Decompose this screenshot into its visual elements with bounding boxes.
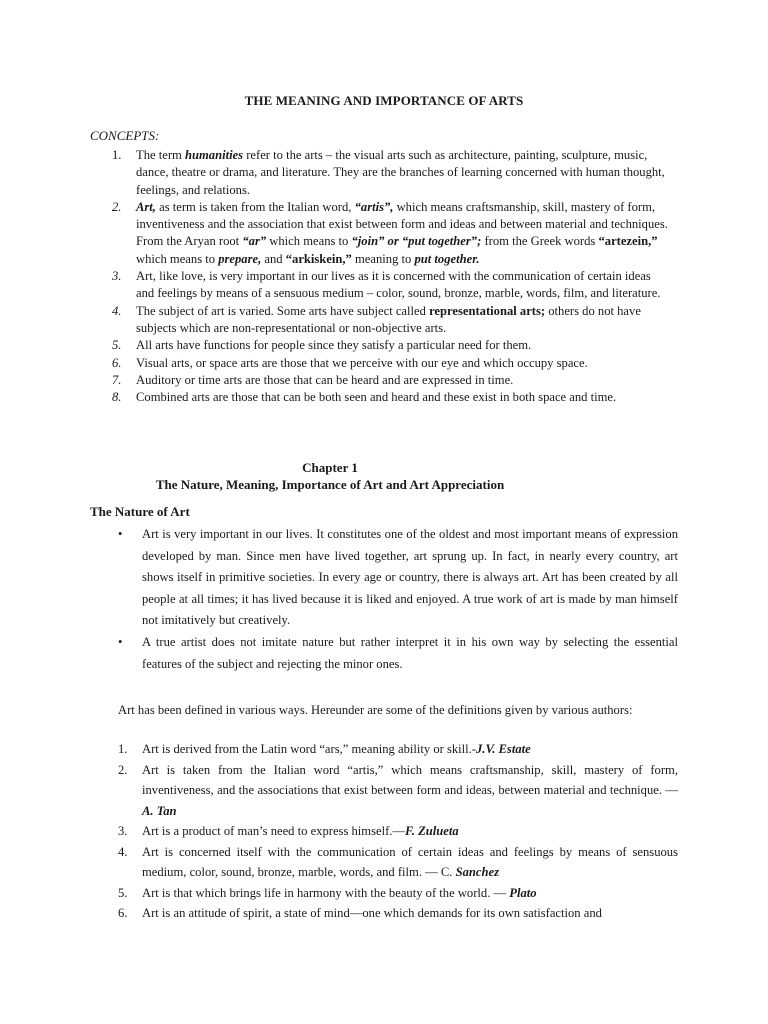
chapter-label: Chapter 1: [302, 460, 358, 475]
concept-item: [112, 147, 672, 199]
concept-text: which means to: [266, 234, 352, 249]
definition-text: Art is that which brings life in harmony with the beauty of the world. —: [142, 885, 510, 900]
bullet-item: [118, 524, 678, 632]
concept-number: 6.: [112, 355, 122, 370]
concept-term: “join” or “put together”;: [351, 234, 482, 249]
definitions-intro: Art has been defined in various ways. Hereunder are some of the definitions given by various authors:: [118, 703, 633, 717]
concept-text: Auditory or time arts are those that can be heard and are expressed in time.: [136, 372, 514, 387]
concept-number: 4.: [112, 303, 122, 318]
definition-author: J.V. Estate: [476, 742, 531, 756]
concept-item: [112, 337, 672, 354]
definition-item: [118, 903, 678, 924]
concept-item: [112, 389, 672, 406]
definition-text: Art is derived from the Latin word “ars,” meaning ability or skill.-: [142, 742, 476, 756]
definition-number: 2.: [118, 762, 128, 777]
concept-term: “arkiskein,”: [285, 251, 352, 266]
concept-item: [112, 303, 672, 338]
concept-text: meaning to: [351, 251, 415, 266]
concept-term: “artezein,”: [598, 234, 658, 249]
definition-number: 4.: [118, 844, 128, 859]
definition-item: [118, 821, 678, 842]
bullet-icon: •: [118, 527, 123, 541]
definition-author: Sanchez: [455, 865, 499, 879]
definition-number: 5.: [118, 885, 128, 900]
concept-text: Visual arts, or space arts are those that we perceive with our eye and which occupy space.: [136, 355, 588, 370]
definition-item: [118, 739, 678, 760]
definition-author: F. Zulueta: [405, 824, 459, 838]
concept-term: “ar”: [242, 234, 267, 249]
definition-number: 1.: [118, 742, 128, 756]
definition-text: Art is taken from the Italian word “artis,” which means craftsmanship, skill, mastery of form, inventiveness, and the associations that exist between form and ideas, between material and technique. —: [142, 762, 678, 797]
bullet-text: A true artist does not imitate nature but rather interpret it in his own way by selecting the essential features of the subject and rejecting the minor ones.: [142, 634, 678, 671]
concepts-list: [112, 147, 672, 406]
concept-text: as term is taken from the Italian word,: [155, 199, 355, 214]
concept-text: which means craftsmanship, skill, mastery of form, inventiveness and the association that exist between form and ideas and between material and techniques. From the Aryan root: [136, 199, 668, 249]
definition-item: [118, 883, 678, 904]
concept-text: which means to: [136, 251, 219, 266]
concept-term: put together.: [414, 251, 480, 266]
concept-text: The term: [136, 148, 185, 162]
definition-item: [118, 842, 678, 883]
bullet-text: Art is very important in our lives. It constitutes one of the oldest and most important means of expression developed by man. Since men have lived together, art sprung up. In fact, in nearly every country, art shows itself in primitive societies. In every age or country, there is always art. Art has been created by all people at all times; it has lived because it is liked and enjoyed. A true work of art is made by man himself not imitatively but creatively.: [142, 527, 678, 628]
concept-number: 1.: [112, 148, 122, 162]
definitions-list: [118, 739, 678, 924]
concept-term: “artis”,: [354, 199, 394, 214]
concept-text: others do not have subjects which are non-representational or non-objective arts.: [136, 303, 641, 335]
concept-item: [112, 199, 672, 268]
definition-item: [118, 760, 678, 822]
concept-text: Combined arts are those that can be both seen and heard and these exist in both space and time.: [136, 390, 617, 405]
bullet-icon: •: [118, 634, 123, 649]
definition-author: Plato: [509, 885, 537, 900]
concept-number: 5.: [112, 338, 122, 353]
concept-number: 8.: [112, 390, 122, 405]
concepts-label: CONCEPTS:: [90, 128, 160, 143]
chapter-subtitle: The Nature, Meaning, Importance of Art and Art Appreciation: [155, 477, 505, 492]
concept-text: from the Greek words: [481, 234, 599, 249]
page-title: THE MEANING AND IMPORTANCE OF ARTS: [244, 93, 524, 108]
bullet-item: [118, 632, 678, 675]
definition-text: Art is an attitude of spirit, a state of mind—one which demands for its own satisfaction and: [142, 906, 602, 920]
chapter-heading: [0, 459, 660, 493]
concept-item: [112, 372, 672, 389]
definition-author: A. Tan: [142, 803, 177, 818]
nature-bullet-list: [118, 524, 678, 675]
concept-term: prepare,: [218, 251, 262, 266]
definition-text: Art is concerned itself with the communication of certain ideas and feelings by means of sensuous medium, color, sound, bronze, marble, words, and film. — C.: [142, 844, 678, 879]
definition-text: Art is a product of man’s need to express himself.—: [142, 824, 406, 838]
section-heading: The Nature of Art: [90, 504, 190, 519]
concept-term: Art,: [136, 199, 156, 214]
concept-number: 3.: [112, 269, 122, 284]
concept-term: humanities: [184, 148, 244, 162]
concept-term: representational arts;: [429, 303, 546, 318]
concept-number: 2.: [112, 199, 122, 214]
concept-text: refer to the arts – the visual arts such as architecture, painting, sculpture, music, dance, theatre or drama, and literature. They are the branches of learning concerned with human thought, feelings, and relations.: [136, 148, 665, 197]
concept-text: The subject of art is varied. Some arts have subject called: [136, 303, 430, 318]
concept-text: Art, like love, is very important in our lives as it is concerned with the communication of certain ideas and feelings by means of a sensuous medium – color, sound, bronze, marble, words, film, and literature.: [136, 269, 661, 301]
concept-number: 7.: [112, 372, 122, 387]
concept-item: [112, 268, 672, 303]
definition-number: 3.: [118, 824, 128, 838]
definition-number: 6.: [118, 906, 128, 920]
concept-text: and: [261, 251, 286, 266]
concept-text: All arts have functions for people since they satisfy a particular need for them.: [136, 338, 532, 353]
concept-item: [112, 355, 672, 372]
